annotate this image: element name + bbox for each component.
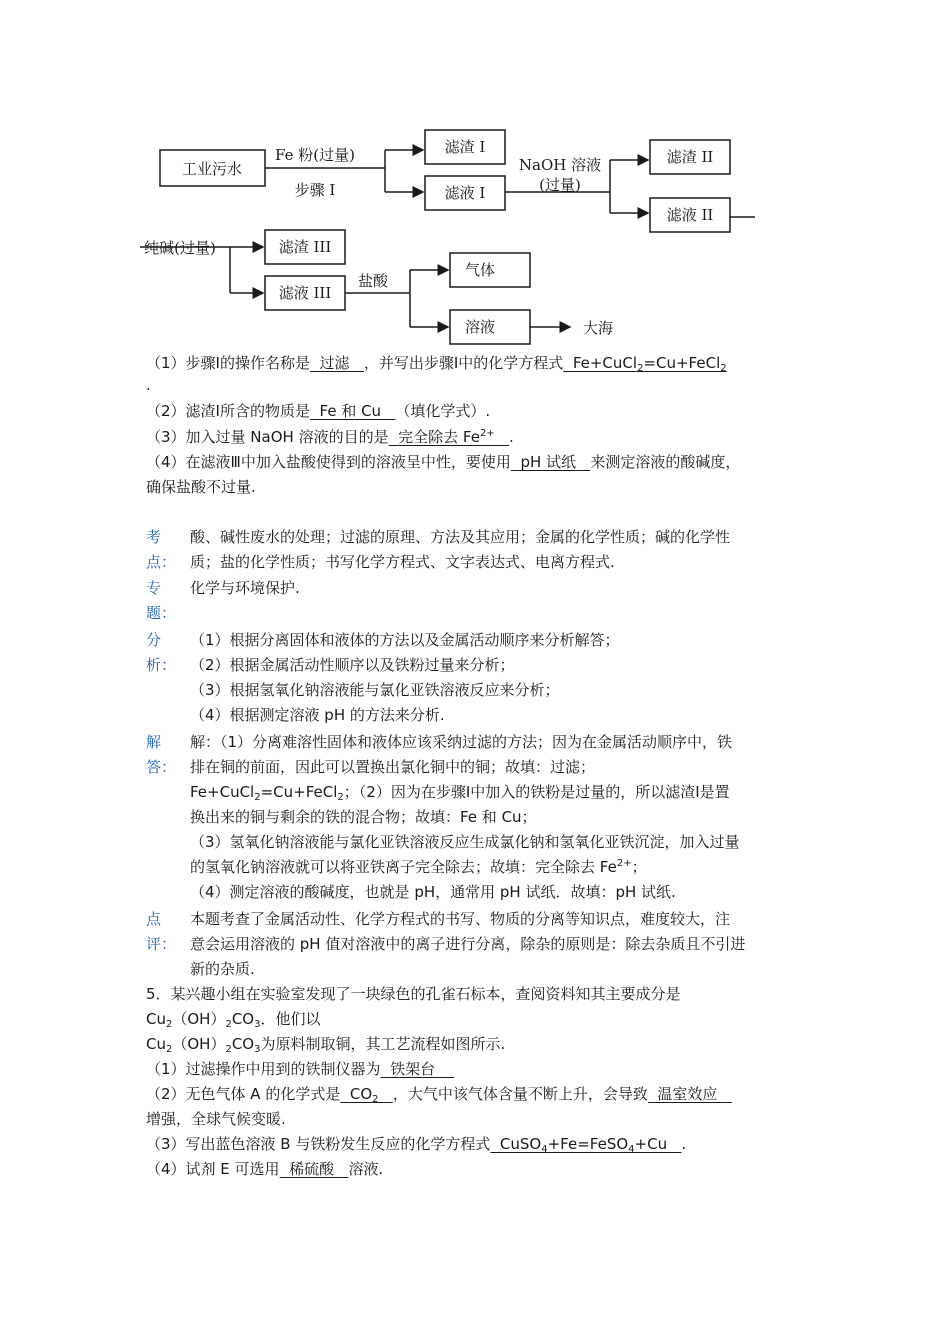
dianping-text-1: 本题考查了金属活动性、化学方程式的书写、物质的分离等知识点，难度较大，注 <box>190 910 731 928</box>
q5-intro-3: $Cu_2(OH)_2CO_3$为原料制取铜，其工艺流程如图所示. <box>146 1035 506 1055</box>
dianping-label-2: 评： <box>146 935 177 953</box>
flow-residue1: 滤渣 I <box>444 138 486 156</box>
zhuanti-text: 化学与环境保护. <box>190 579 300 597</box>
q1-answer2: Fe+CuCl$_2$=Cu+FeCl$_2$ <box>572 354 727 374</box>
flow-reagent4: 盐酸 <box>357 272 389 290</box>
kaodian-text-1: 酸、碱性废水的处理；过滤的原理、方法及其应用；金属的化学性质；碱的化学性 <box>190 528 731 546</box>
q5-sub1-answer: 铁架台 <box>390 1060 436 1078</box>
q5-sub4: （4）试剂 E 可选用 稀硫酸 溶液. <box>146 1160 384 1178</box>
jieda-text-6: 的氢氧化钠溶液就可以将亚铁离子完全除去；故填：完全除去 $Fe^{2+}$； <box>190 858 647 876</box>
flow-gas: 气体 <box>464 261 496 279</box>
q4-answer: pH 试纸 <box>520 453 577 471</box>
kaodian-label-1: 考 <box>146 528 162 546</box>
q5-sub2-answer1: $CO_2$ <box>349 1085 379 1105</box>
fenxi-text-2: （2）根据金属活动性顺序以及铁粉过量来分析； <box>190 656 515 674</box>
dianping-label-1: 点 <box>146 910 162 928</box>
zhuanti-label-2: 题： <box>146 604 177 622</box>
jieda-text-1: 解：（1）分离难溶性固体和液体应该采纳过滤的方法；因为在金属活动顺序中，铁 <box>190 733 733 751</box>
q5-sub2-line2: 增强，全球气候变暖. <box>146 1110 286 1128</box>
flow-reagent2-qty: (过量) <box>539 176 581 194</box>
process-flowchart <box>140 120 780 345</box>
flow-sea: 大海 <box>582 319 614 337</box>
q2-line: （2）滤渣Ⅰ所含的物质是 Fe 和 Cu （填化学式）. <box>146 402 491 420</box>
dianping-text-2: 意会运用溶液的 pH 值对溶液中的离子进行分离，除杂的原则是：除去杂质且不引进 <box>190 935 746 953</box>
flow-filtrate2: 滤液 II <box>666 206 714 224</box>
flow-source: 工业污水 <box>181 160 243 178</box>
jieda-text-5: （3）氢氧化钠溶液能与氯化亚铁溶液反应生成氯化钠和氢氧化亚铁沉淀，加入过量 <box>190 833 740 851</box>
flow-filtrate1: 滤液 I <box>444 184 486 202</box>
q4-line2: 确保盐酸不过量. <box>146 478 256 496</box>
q5-sub3-answer: CuSO$_4$+Fe=FeSO$_4$+Cu <box>499 1135 668 1155</box>
q1-prompt2: ，并写出步骤Ⅰ中的化学方程式 <box>363 354 564 372</box>
q2-answer: Fe 和 Cu <box>319 402 382 420</box>
q3-line: （3）加入过量 NaOH 溶液的目的是 完全除去 $Fe^{2+}$ . <box>146 428 514 446</box>
q5-sub3: （3）写出蓝色溶液 B 与铁粉发生反应的化学方程式 CuSO$_4$+Fe=FeSO$_4$+Cu . <box>146 1135 687 1155</box>
jieda-label-1: 解 <box>146 733 162 751</box>
jieda-text-4: 换出来的铜与剩余的铁的混合物；故填：Fe 和 Cu； <box>190 808 537 826</box>
q1-end: . <box>146 376 151 394</box>
flow-reagent2: NaOH 溶液 <box>518 156 602 174</box>
fenxi-text-4: （4）根据测定溶液 pH 的方法来分析. <box>190 706 445 724</box>
q5-sub2-answer2: 温室效应 <box>657 1085 718 1103</box>
jieda-text-2: 排在铜的前面，因此可以置换出氯化铜中的铜；故填：过滤； <box>190 758 596 776</box>
kaodian-text-2: 质；盐的化学性质；书写化学方程式、文字表达式、电离方程式. <box>190 553 615 571</box>
fenxi-label-2: 析： <box>146 656 177 674</box>
fenxi-label-1: 分 <box>146 631 162 649</box>
jieda-text-3: Fe+CuCl$_2$=Cu+FeCl$_2$；（2）因为在步骤Ⅰ中加入的铁粉是过量的，所以滤渣Ⅰ是置 <box>190 783 730 803</box>
flow-reagent3: 纯碱(过量) <box>144 239 216 257</box>
zhuanti-label-1: 专 <box>146 579 162 597</box>
q5-intro-1: 5．某兴趣小组在实验室发现了一块绿色的孔雀石标本，查阅资料知其主要成分是 <box>146 985 681 1003</box>
q1-prompt1: （1）步骤Ⅰ的操作名称是 <box>146 354 310 372</box>
flow-step1: 步骤 I <box>294 181 336 199</box>
q1-line <box>146 352 727 374</box>
fenxi-text-3: （3）根据氢氧化钠溶液能与氯化亚铁溶液反应来分析； <box>190 681 560 699</box>
kaodian-label-2: 点： <box>146 553 177 571</box>
q5-sub4-answer: 稀硫酸 <box>289 1160 335 1178</box>
q1-answer1: 过滤 <box>319 354 350 372</box>
jieda-text-7: （4）测定溶液的酸碱度，也就是 pH，通常用 pH 试纸．故填：pH 试纸. <box>190 883 676 901</box>
flow-residue2: 滤渣 II <box>666 148 714 166</box>
jieda-label-2: 答： <box>146 758 177 776</box>
q3-answer: 完全除去 $Fe^{2+}$ <box>398 428 495 446</box>
flow-reagent1: Fe 粉(过量) <box>275 146 355 164</box>
q4-line: （4）在滤液Ⅲ中加入盐酸使得到的溶液呈中性，要使用 pH 试纸 来测定溶液的酸碱度， <box>146 453 741 471</box>
flow-filtrate3: 滤液 III <box>278 284 332 302</box>
dianping-text-3: 新的杂质. <box>190 960 255 978</box>
q5-intro-2: $Cu_2(OH)_2CO_3$．他们以 <box>146 1010 321 1030</box>
flow-residue3: 滤渣 III <box>278 238 332 256</box>
q5-sub2: （2）无色气体 A 的化学式是 $CO_2$ ，大气中该气体含量不断上升，会导致 温室效应 <box>146 1083 732 1105</box>
fenxi-text-1: （1）根据分离固体和液体的方法以及金属活动顺序来分析解答； <box>190 631 620 649</box>
flow-solution: 溶液 <box>464 318 496 336</box>
q5-sub1: （1）过滤操作中用到的铁制仪器为 铁架台 <box>146 1058 454 1080</box>
